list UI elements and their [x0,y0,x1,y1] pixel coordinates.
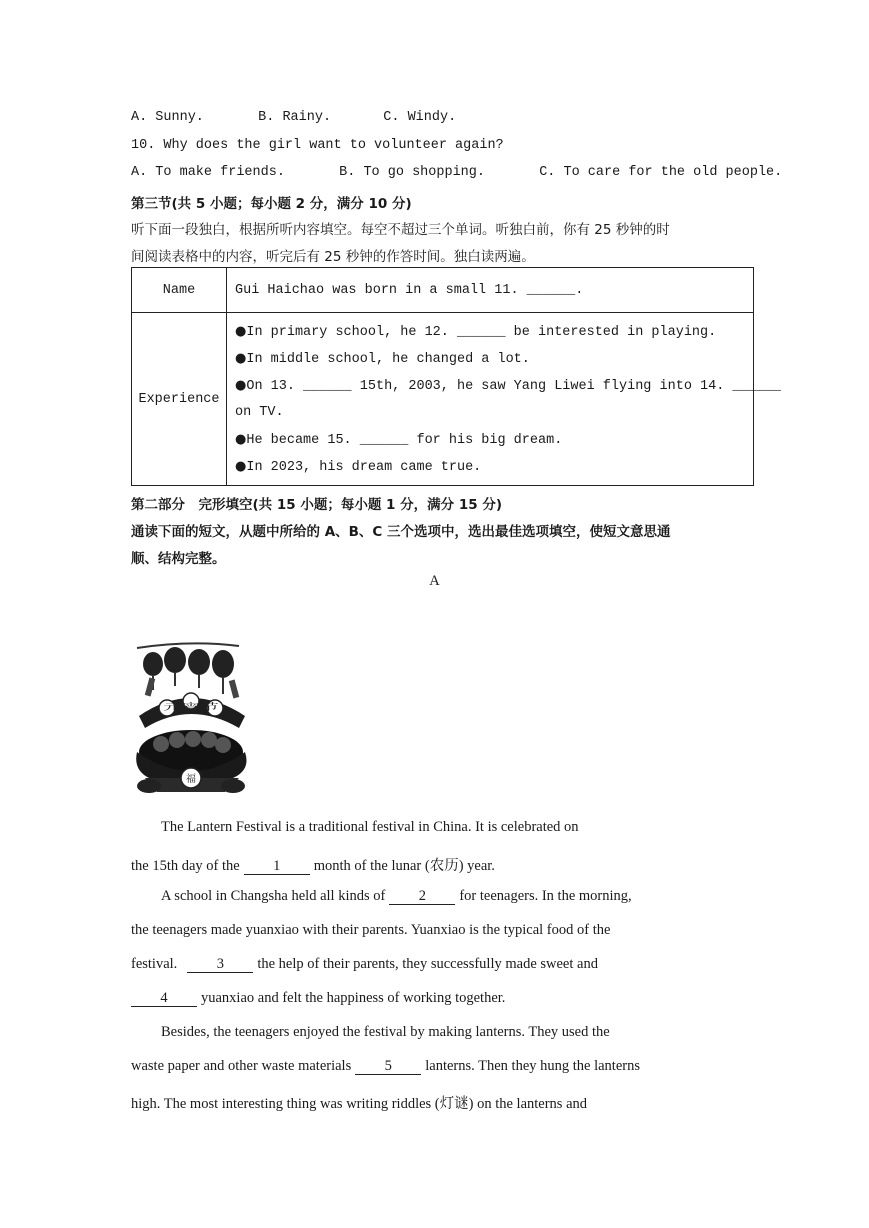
part2-instructions-1: 通读下面的短文，从题中所给的 A、B、C 三个选项中，选出最佳选项填空，使短文意思通 [131,524,671,540]
experience-line: ● In middle school, he changed a lot. [235,351,530,367]
q9-option-b: B. Rainy. [258,110,332,125]
passage-p2-line4: 4 yuanxiao and felt the happiness of working together. [131,990,505,1007]
fu-character: 福 [186,774,196,785]
experience-line-continued: on TV. [235,405,284,420]
passage-p3-line2: waste paper and other waste materials 5 lanterns. Then they hung the lanterns [131,1058,640,1074]
table-label-experience: Experience [138,392,220,407]
blank-2[interactable]: 2 [389,889,455,905]
passage-p1-line1: The Lantern Festival is a traditional festival in China. It is celebrated on [161,819,579,835]
section3-heading: 第三节(共 5 小题；每小题 2 分，满分 10 分) [131,196,412,212]
passage-p2-line3: festival. 3 the help of their parents, they successfully made sweet and [131,956,598,972]
q10-option-b: B. To go shopping. [339,165,485,180]
part2-heading: 第二部分 完形填空(共 15 小题；每小题 1 分，满分 15 分) [131,497,503,513]
passage-p2-line2: the teenagers made yuanxiao with their parents. Yuanxiao is the typical food of the [131,922,611,938]
info-table [131,267,782,486]
q10-question: 10. Why does the girl want to volunteer again? [131,138,504,153]
passage-p3-line1: Besides, the teenagers enjoyed the festival by making lanterns. They used the [161,1024,610,1040]
passage-p3-line3: high. The most interesting thing was writing riddles (灯谜) on the lanterns and [131,1096,588,1112]
table-row-divider [132,312,753,313]
blank-3[interactable]: 3 [187,957,253,973]
table-column-divider [226,268,227,485]
section3-instructions-2: 间阅读表格中的内容，听完后有 25 秒钟的作答时间。独白读两遍。 [131,249,535,265]
lantern-festival-illustration [131,640,253,800]
experience-line: ● He became 15. ______ for his big dream. [235,432,562,448]
blank-4[interactable]: 4 [131,991,197,1007]
table-label-name: Name [162,283,196,298]
q9-options [131,110,456,125]
section3-instructions-1: 听下面一段独白，根据所听内容填空。每空不超过三个单词。听独白前，你有 25 秒钟的时 [131,222,670,238]
part2-instructions-2: 顺、结构完整。 [131,551,226,567]
passage-p1-line2: the 15th day of the 1 month of the lunar (农历) year. [131,858,495,874]
passage-p2-line1: A school in Changsha held all kinds of 2 for teenagers. In the morning, [161,888,632,904]
experience-line: ● On 13. ______ 15th, 2003, he saw Yang Liwei flying into 14. ______ [235,378,781,394]
experience-line: ● In 2023, his dream came true. [235,459,481,475]
blank-1[interactable]: 1 [244,859,310,875]
table-name-text: Gui Haichao was born in a small 11. ______. [235,283,584,298]
experience-line: ● In primary school, he 12. ______ be interested in playing. [235,324,716,340]
q9-option-c: C. Windy. [383,110,457,125]
illustration-text: 元宵节 [163,703,191,713]
q9-option-a: A. Sunny. [131,110,204,125]
passage-title: A [429,573,440,589]
blank-5[interactable]: 5 [355,1059,421,1075]
q10-option-a: A. To make friends. [131,165,285,180]
q10-options [131,165,782,180]
q10-option-c: C. To care for the old people. [539,165,783,180]
